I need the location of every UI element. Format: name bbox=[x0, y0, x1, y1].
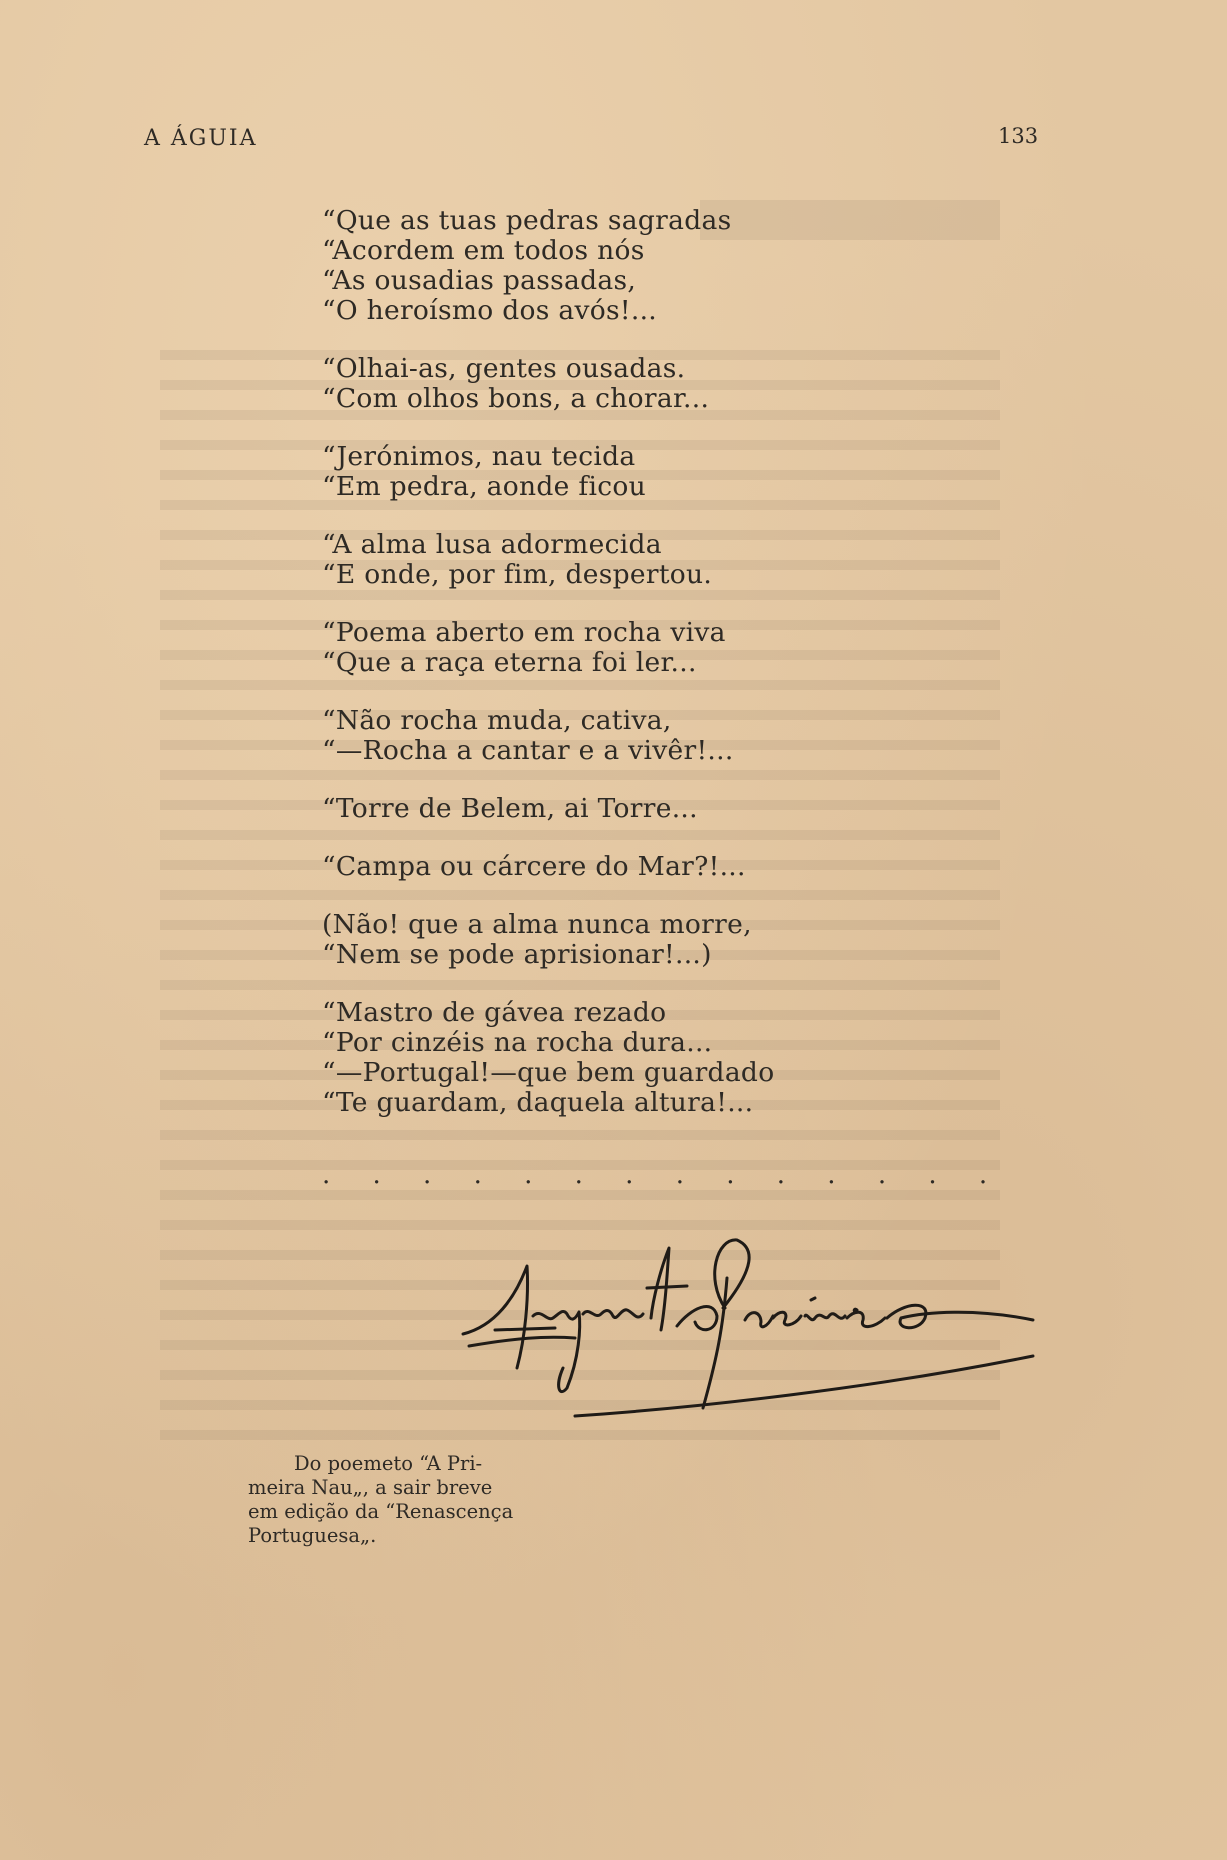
poem-line: “Com olhos bons, a chorar... bbox=[322, 383, 710, 414]
footnote-line: em edição da “Renascença bbox=[248, 1500, 514, 1523]
stanza bbox=[322, 794, 882, 824]
stanza bbox=[322, 206, 882, 326]
poem-line: “—Portugal!—que bem guardado bbox=[322, 1057, 775, 1088]
poem-line: “A alma lusa adormecida bbox=[322, 529, 662, 560]
poem-line: “Mastro de gávea rezado bbox=[322, 997, 667, 1028]
stanza bbox=[322, 530, 882, 590]
poem-line: “Que as tuas pedras sagradas bbox=[322, 205, 732, 236]
poem-line: “Campa ou cárcere do Mar?!... bbox=[322, 851, 746, 882]
poem-line: “Te guardam, daquela altura!... bbox=[322, 1087, 754, 1118]
footnote-line: meira Nau„, a sair breve bbox=[248, 1476, 493, 1499]
handwritten-signature-icon bbox=[455, 1238, 1035, 1418]
running-head: A ÁGUIA bbox=[144, 126, 258, 151]
poem-line: “As ousadias passadas, bbox=[322, 265, 637, 296]
poem-line: “Jerónimos, nau tecida bbox=[322, 441, 636, 472]
poem-line: “E onde, por fim, despertou. bbox=[322, 559, 713, 590]
signature bbox=[455, 1238, 1035, 1418]
poem-line: (Não! que a alma nunca morre, bbox=[322, 909, 752, 940]
poem-line: “—Rocha a cantar e a vivêr!... bbox=[322, 735, 734, 766]
stanza bbox=[322, 618, 882, 678]
poem-line: “Que a raça eterna foi ler... bbox=[322, 647, 697, 678]
stanza bbox=[322, 910, 882, 970]
footnote-line: Portuguesa„. bbox=[248, 1524, 377, 1547]
closing-dots: . . . . . . . . . . . . . . bbox=[322, 1160, 1005, 1190]
poem-line: “Em pedra, aonde ficou bbox=[322, 471, 647, 502]
poem-line: “Nem se pode aprisionar!...) bbox=[322, 939, 712, 970]
stanza bbox=[322, 852, 882, 882]
stanza bbox=[322, 706, 882, 766]
poem-line: “O heroísmo dos avós!... bbox=[322, 295, 658, 326]
poem-line: “Não rocha muda, cativa, bbox=[322, 705, 672, 736]
poem-line: “Por cinzéis na rocha dura... bbox=[322, 1027, 713, 1058]
footnote-line: Do poemeto “A Pri- bbox=[294, 1452, 483, 1475]
poem-line: “Olhai-as, gentes ousadas. bbox=[322, 353, 686, 384]
stanza bbox=[322, 998, 882, 1118]
page-number: 133 bbox=[998, 124, 1039, 148]
poem-line: “Poema aberto em rocha viva bbox=[322, 617, 726, 648]
footnote bbox=[248, 1452, 536, 1548]
stanza bbox=[322, 442, 882, 502]
stanza bbox=[322, 354, 882, 414]
poem-line: “Acordem em todos nós bbox=[322, 235, 645, 266]
poem-line: “Torre de Belem, ai Torre... bbox=[322, 793, 698, 824]
poem bbox=[322, 206, 882, 1146]
